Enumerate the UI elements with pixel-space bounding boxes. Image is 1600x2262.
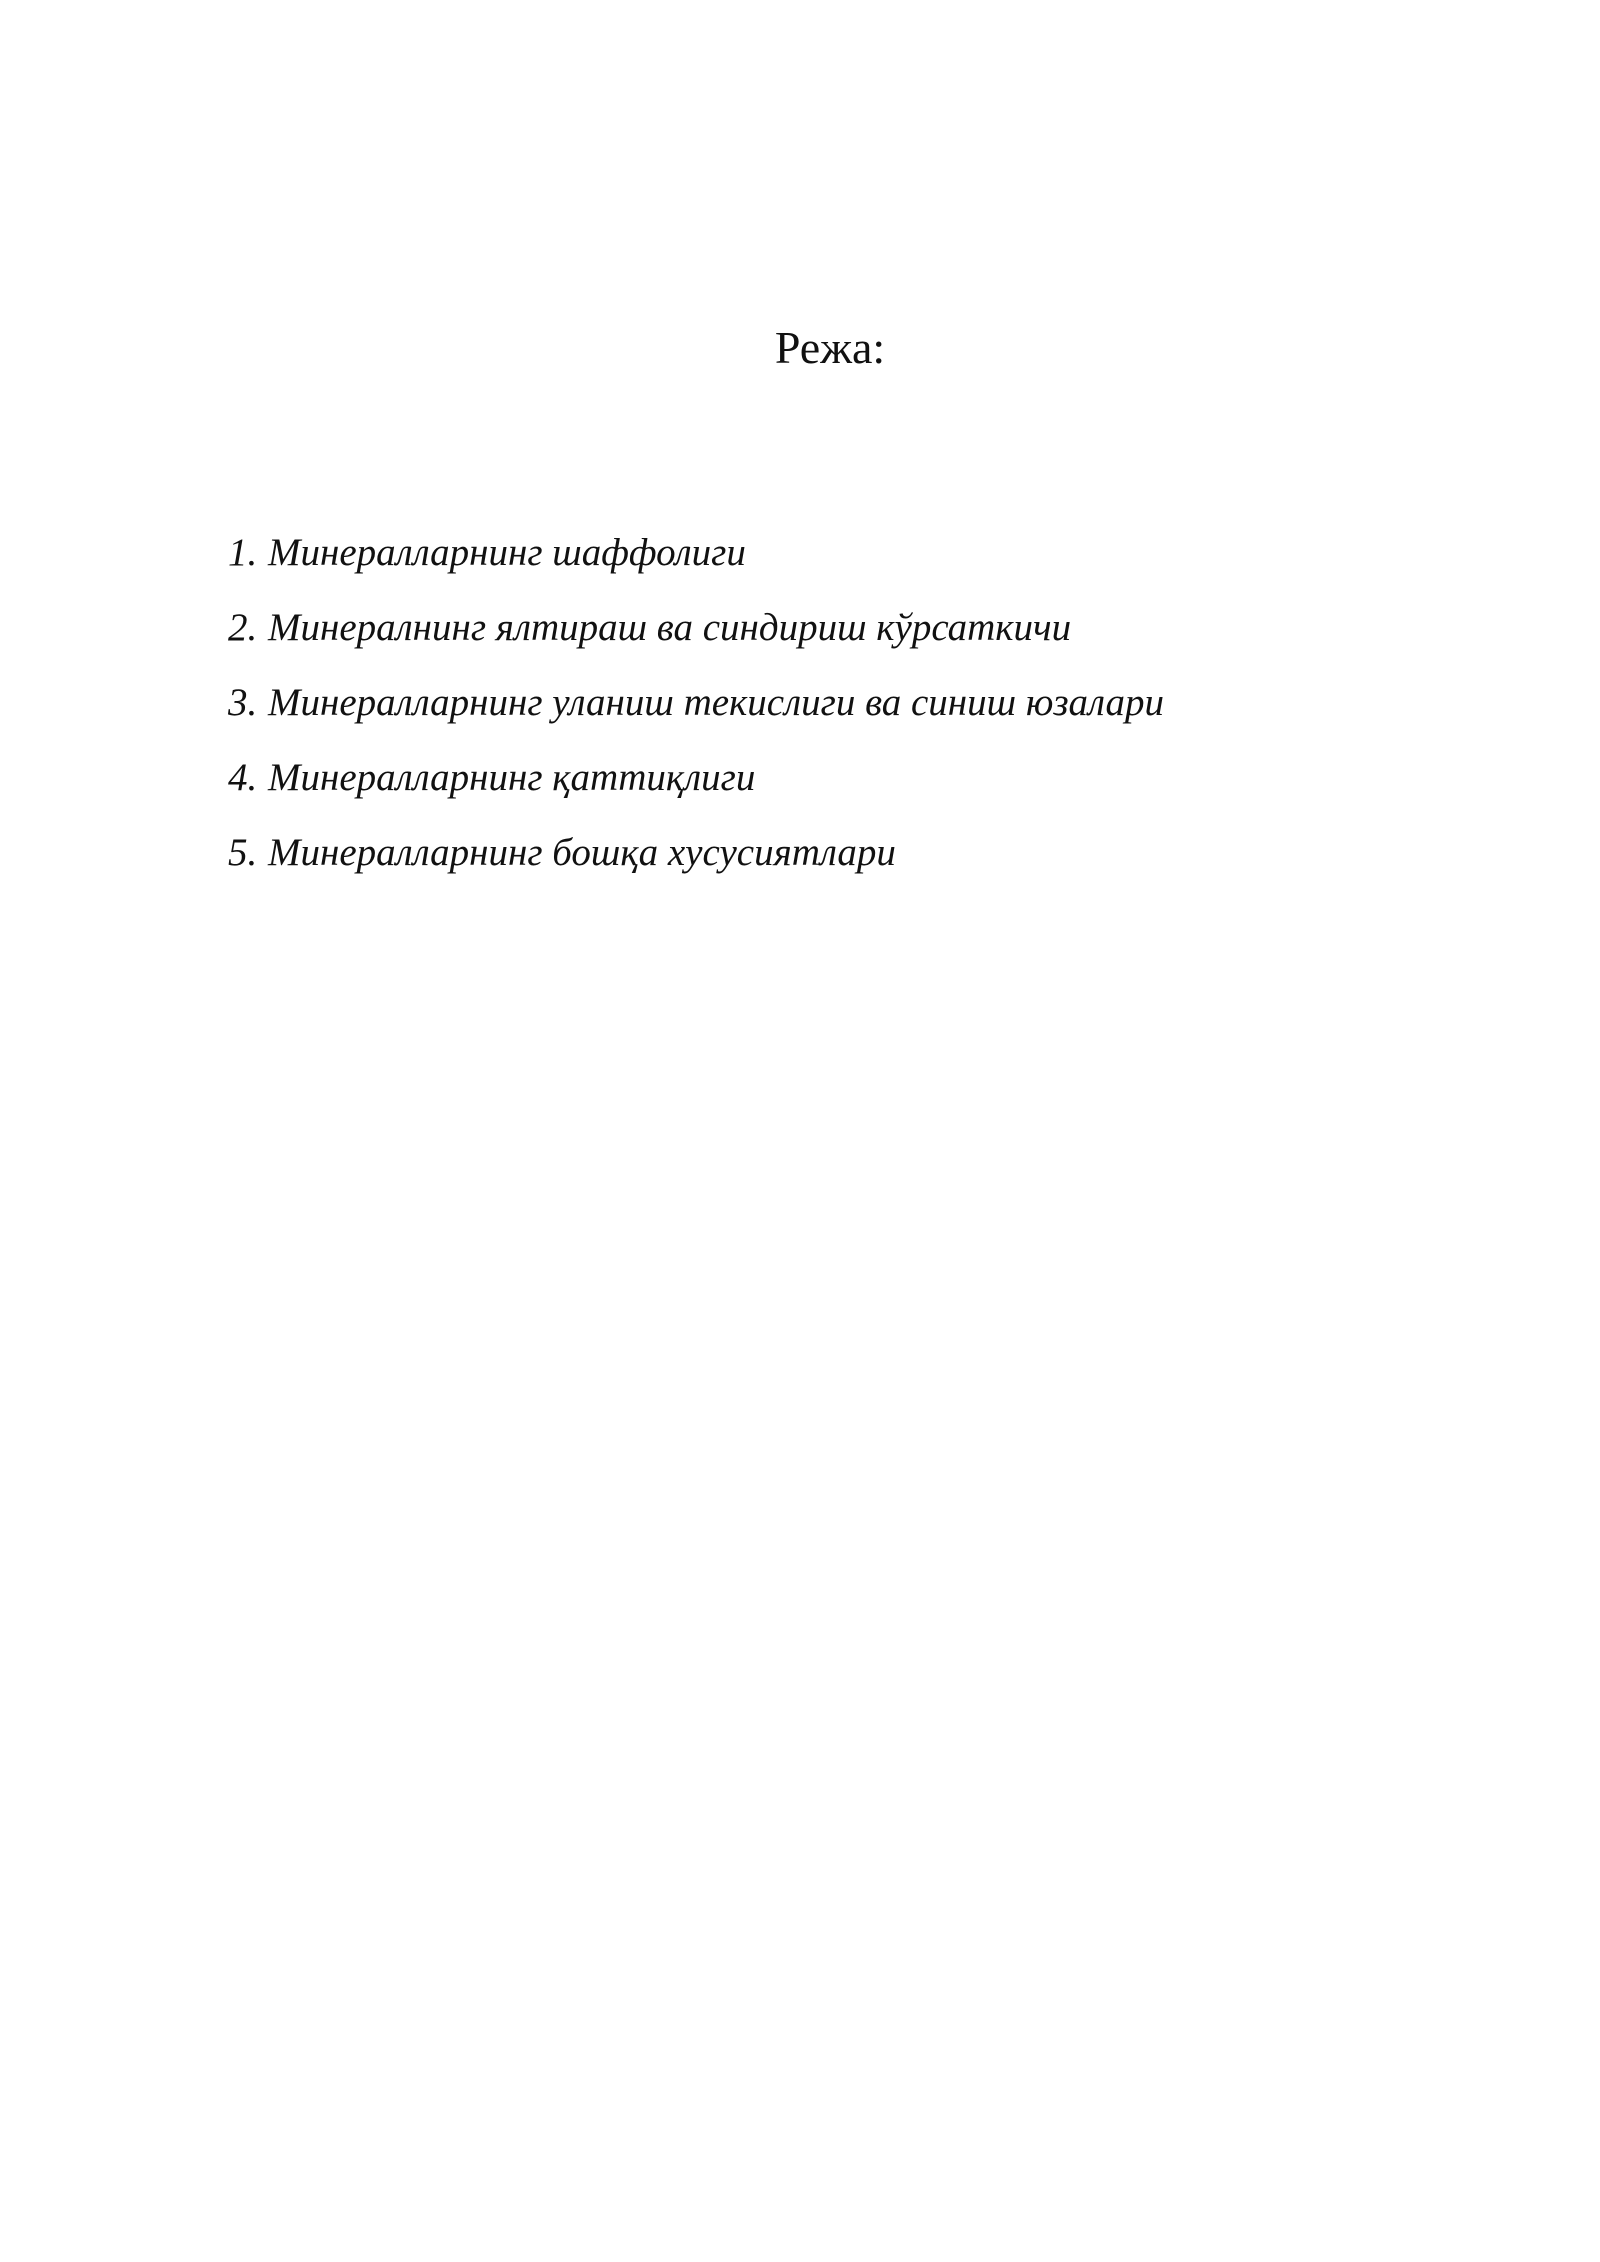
list-item (228, 830, 1164, 905)
list-item-number: 4. (228, 756, 258, 799)
list-item-number: 3. (228, 681, 258, 724)
page-title: Режа: (774, 322, 886, 373)
list-item (228, 530, 1164, 605)
list-item (228, 755, 1164, 830)
list-item-number: 5. (228, 831, 258, 874)
list-item-text: Минералларнинг шаффолиги (268, 531, 746, 574)
list-item (228, 605, 1164, 680)
list-item (228, 680, 1164, 755)
plan-list (228, 530, 1164, 905)
list-item-text: Минералларнинг бошқа хусусиятлари (268, 831, 896, 874)
list-item-number: 1. (228, 531, 258, 574)
list-item-text: Минералнинг ялтираш ва синдириш кўрсаткичи (268, 606, 1072, 649)
list-item-text: Минералларнинг уланиш текислиги ва синиш юзалари (268, 681, 1165, 724)
list-item-text: Минералларнинг қаттиқлиги (268, 756, 756, 799)
list-item-number: 2. (228, 606, 258, 649)
